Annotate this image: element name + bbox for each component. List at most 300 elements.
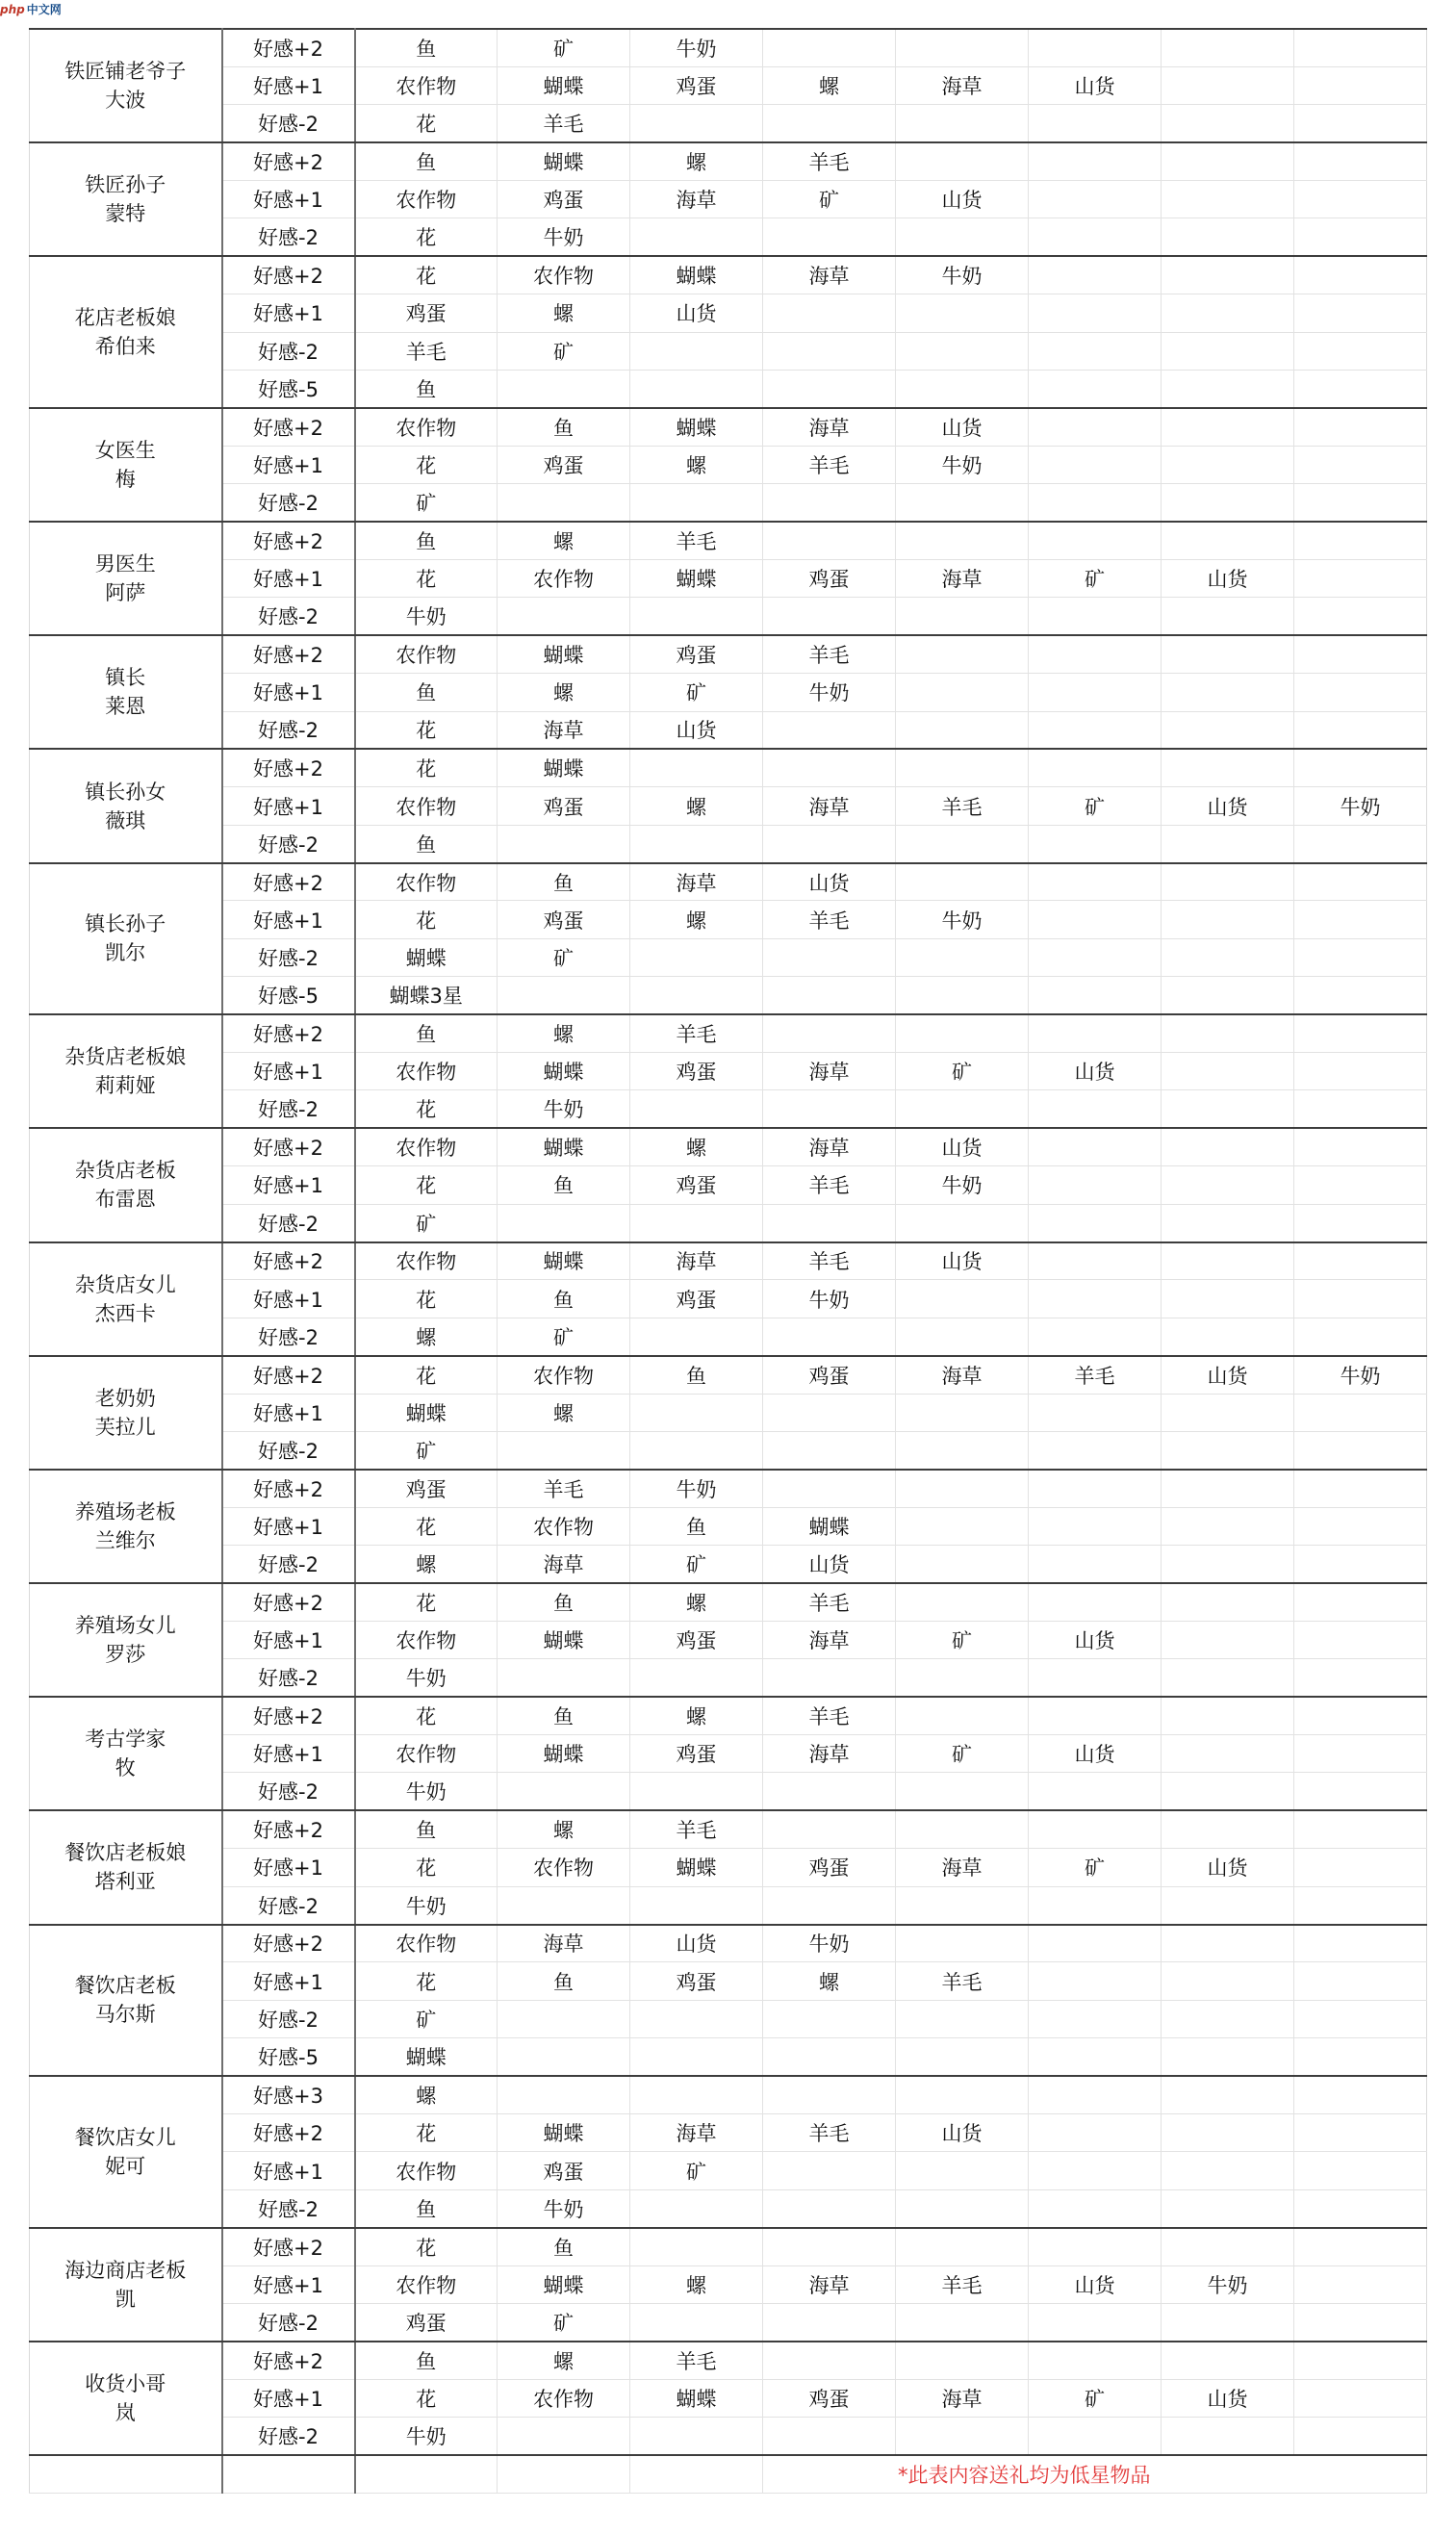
npc-name-cell bbox=[30, 1470, 222, 1583]
empty-cell bbox=[1029, 2113, 1162, 2151]
empty-cell bbox=[1029, 1128, 1162, 1165]
gift-cell: 羊毛 bbox=[763, 142, 896, 180]
empty-cell bbox=[498, 1886, 630, 1924]
gift-cell: 牛奶 bbox=[1294, 1356, 1427, 1394]
affection-level-cell: 好感+1 bbox=[222, 1507, 355, 1545]
empty-cell bbox=[1294, 711, 1427, 749]
gift-cell: 海草 bbox=[763, 1128, 896, 1165]
table-row bbox=[30, 1128, 1427, 1165]
npc-title: 杂货店老板 bbox=[74, 1159, 176, 1183]
gift-cell: 鱼 bbox=[630, 1356, 763, 1394]
gift-cell: 螺 bbox=[355, 2076, 498, 2113]
gift-cell: 农作物 bbox=[355, 66, 498, 104]
empty-cell bbox=[1162, 1204, 1294, 1241]
empty-cell bbox=[1294, 2152, 1427, 2189]
gift-cell: 花 bbox=[355, 105, 498, 142]
affection-level-cell: 好感+1 bbox=[222, 66, 355, 104]
npc-name-cell bbox=[30, 1810, 222, 1924]
table-row bbox=[30, 1962, 1427, 2000]
npc-name: 蒙特 bbox=[105, 202, 146, 226]
gift-cell: 农作物 bbox=[355, 635, 498, 673]
affection-level-cell: 好感+2 bbox=[222, 2342, 355, 2379]
npc-name-cell bbox=[30, 29, 222, 142]
empty-cell bbox=[1029, 674, 1162, 711]
affection-level-cell: 好感+2 bbox=[222, 1128, 355, 1165]
empty-cell bbox=[1294, 1621, 1427, 1658]
gift-cell: 蝴蝶 bbox=[498, 1621, 630, 1658]
affection-level-cell: 好感-2 bbox=[222, 218, 355, 256]
empty-cell bbox=[896, 977, 1029, 1014]
gift-cell: 牛奶 bbox=[355, 598, 498, 635]
table-row bbox=[30, 1431, 1427, 1469]
npc-name-cell bbox=[30, 749, 222, 862]
empty-cell bbox=[630, 938, 763, 976]
empty-cell bbox=[1162, 1431, 1294, 1469]
empty-cell bbox=[1294, 863, 1427, 901]
gift-cell: 鸡蛋 bbox=[630, 1166, 763, 1204]
empty-cell bbox=[1029, 1394, 1162, 1431]
empty-cell bbox=[763, 1431, 896, 1469]
logo-text: 中文网 bbox=[26, 3, 62, 16]
empty-cell bbox=[1162, 2038, 1294, 2076]
affection-level-cell: 好感-5 bbox=[222, 977, 355, 1014]
gift-cell: 羊毛 bbox=[630, 1810, 763, 1848]
gift-cell: 花 bbox=[355, 1280, 498, 1318]
npc-name-cell bbox=[30, 256, 222, 408]
empty-cell bbox=[1162, 1166, 1294, 1204]
table-row bbox=[30, 749, 1427, 786]
gift-cell: 农作物 bbox=[355, 1925, 498, 1962]
gift-cell: 鱼 bbox=[498, 2228, 630, 2265]
gift-cell: 牛奶 bbox=[355, 2418, 498, 2455]
empty-cell bbox=[1294, 2379, 1427, 2417]
empty-cell bbox=[630, 105, 763, 142]
npc-title: 餐饮店老板 bbox=[74, 1974, 176, 1998]
npc-name-cell bbox=[30, 2342, 222, 2455]
affection-level-cell: 好感+3 bbox=[222, 2076, 355, 2113]
empty-cell bbox=[1294, 635, 1427, 673]
table-row bbox=[30, 711, 1427, 749]
affection-level-cell: 好感+2 bbox=[222, 2228, 355, 2265]
npc-name: 凯 bbox=[115, 2287, 136, 2311]
npc-name: 梅 bbox=[115, 467, 136, 491]
gift-cell: 海草 bbox=[896, 2379, 1029, 2417]
gift-cell: 牛奶 bbox=[1162, 2265, 1294, 2303]
npc-name: 凯尔 bbox=[105, 941, 146, 965]
empty-cell bbox=[1029, 711, 1162, 749]
npc-name: 岚 bbox=[115, 2400, 136, 2424]
empty-cell bbox=[896, 371, 1029, 408]
empty-cell bbox=[1294, 29, 1427, 66]
gift-cell: 羊毛 bbox=[498, 1470, 630, 1507]
npc-name: 莉莉娅 bbox=[94, 1074, 156, 1098]
empty-cell bbox=[1162, 1053, 1294, 1090]
gift-cell: 农作物 bbox=[355, 1242, 498, 1280]
gift-cell: 山货 bbox=[1162, 787, 1294, 825]
empty-cell bbox=[1162, 2228, 1294, 2265]
empty-cell bbox=[763, 105, 896, 142]
gift-cell: 羊毛 bbox=[498, 105, 630, 142]
npc-title: 杂货店老板娘 bbox=[64, 1045, 187, 1069]
empty-cell bbox=[763, 598, 896, 635]
affection-level-cell: 好感-2 bbox=[222, 1546, 355, 1583]
gift-cell: 羊毛 bbox=[355, 332, 498, 370]
empty-cell bbox=[630, 1204, 763, 1241]
empty-cell bbox=[1294, 1507, 1427, 1545]
gift-cell: 农作物 bbox=[355, 1128, 498, 1165]
npc-title: 男医生 bbox=[94, 552, 156, 576]
gift-cell: 鸡蛋 bbox=[763, 1849, 896, 1886]
empty-cell bbox=[1294, 977, 1427, 1014]
empty-cell bbox=[498, 977, 630, 1014]
gift-cell: 花 bbox=[355, 1962, 498, 2000]
npc-name: 希伯来 bbox=[94, 335, 156, 359]
empty-cell bbox=[1029, 1318, 1162, 1355]
empty-cell bbox=[630, 2228, 763, 2265]
empty-cell bbox=[896, 635, 1029, 673]
empty-cell bbox=[896, 711, 1029, 749]
gift-cell: 矿 bbox=[763, 181, 896, 218]
empty-cell bbox=[498, 1431, 630, 1469]
gift-cell: 鱼 bbox=[355, 674, 498, 711]
empty-cell bbox=[1029, 1697, 1162, 1734]
gift-cell: 矿 bbox=[1029, 559, 1162, 597]
affection-level-cell: 好感+1 bbox=[222, 2379, 355, 2417]
affection-level-cell: 好感-2 bbox=[222, 1659, 355, 1697]
npc-name-cell bbox=[30, 1697, 222, 1810]
gift-cell: 鸡蛋 bbox=[763, 2379, 896, 2417]
gift-cell: 花 bbox=[355, 218, 498, 256]
empty-cell bbox=[1029, 371, 1162, 408]
affection-level-cell: 好感+1 bbox=[222, 294, 355, 332]
gift-cell: 矿 bbox=[630, 674, 763, 711]
table-row bbox=[30, 446, 1427, 483]
empty-cell bbox=[1029, 1204, 1162, 1241]
table-row bbox=[30, 2113, 1427, 2151]
gift-cell: 海草 bbox=[630, 1242, 763, 1280]
affection-level-cell: 好感+2 bbox=[222, 1697, 355, 1734]
gift-cell: 海草 bbox=[763, 1735, 896, 1773]
gift-cell: 山货 bbox=[1162, 1356, 1294, 1394]
empty-cell bbox=[1162, 2113, 1294, 2151]
empty-cell bbox=[630, 2455, 763, 2494]
empty-cell bbox=[1294, 1925, 1427, 1962]
empty-cell bbox=[896, 749, 1029, 786]
gift-cell: 矿 bbox=[498, 938, 630, 976]
gift-cell: 蝴蝶3星 bbox=[355, 977, 498, 1014]
empty-cell bbox=[1294, 2038, 1427, 2076]
gift-cell: 农作物 bbox=[355, 408, 498, 446]
empty-cell bbox=[1162, 105, 1294, 142]
empty-cell bbox=[1162, 1659, 1294, 1697]
empty-cell bbox=[1162, 1773, 1294, 1810]
table-row bbox=[30, 181, 1427, 218]
empty-cell bbox=[1294, 938, 1427, 976]
empty-cell bbox=[1162, 1280, 1294, 1318]
empty-cell bbox=[1162, 1242, 1294, 1280]
affection-level-cell: 好感-5 bbox=[222, 371, 355, 408]
empty-cell bbox=[1294, 1280, 1427, 1318]
affection-level-cell: 好感+2 bbox=[222, 29, 355, 66]
gift-cell: 牛奶 bbox=[355, 1659, 498, 1697]
gift-cell: 羊毛 bbox=[896, 787, 1029, 825]
table-row bbox=[30, 2342, 1427, 2379]
empty-cell bbox=[896, 2303, 1029, 2341]
npc-name-cell bbox=[30, 1583, 222, 1697]
gift-cell: 羊毛 bbox=[763, 1697, 896, 1734]
table-row bbox=[30, 1204, 1427, 1241]
gift-cell: 蝴蝶 bbox=[498, 66, 630, 104]
affection-level-cell: 好感+1 bbox=[222, 446, 355, 483]
empty-cell bbox=[896, 29, 1029, 66]
empty-cell bbox=[896, 294, 1029, 332]
footnote-text: *此表内容送礼均为低星物品 bbox=[763, 2455, 1427, 2494]
affection-level-cell: 好感+2 bbox=[222, 1014, 355, 1052]
empty-cell bbox=[1294, 1014, 1427, 1052]
empty-cell bbox=[1162, 256, 1294, 294]
empty-cell bbox=[763, 2418, 896, 2455]
gift-cell: 鸡蛋 bbox=[630, 1735, 763, 1773]
gift-cell: 蝴蝶 bbox=[355, 938, 498, 976]
npc-name: 莱恩 bbox=[105, 695, 146, 719]
empty-cell bbox=[763, 825, 896, 862]
empty-cell bbox=[763, 2038, 896, 2076]
table-row bbox=[30, 2228, 1427, 2265]
gift-cell: 羊毛 bbox=[896, 2265, 1029, 2303]
empty-cell bbox=[1162, 66, 1294, 104]
empty-cell bbox=[630, 1431, 763, 1469]
gift-cell: 鸡蛋 bbox=[355, 1470, 498, 1507]
empty-cell bbox=[1162, 1621, 1294, 1658]
empty-cell bbox=[630, 1773, 763, 1810]
npc-name-cell bbox=[30, 1356, 222, 1470]
empty-cell bbox=[1162, 2303, 1294, 2341]
empty-cell bbox=[896, 2152, 1029, 2189]
site-logo bbox=[0, 0, 62, 19]
gift-cell: 蝴蝶 bbox=[498, 749, 630, 786]
affection-level-cell: 好感-2 bbox=[222, 105, 355, 142]
empty-cell bbox=[1294, 2265, 1427, 2303]
npc-name: 阿萨 bbox=[105, 581, 146, 605]
gift-cell: 鱼 bbox=[355, 825, 498, 862]
gift-cell: 山货 bbox=[1162, 1849, 1294, 1886]
empty-cell bbox=[1029, 29, 1162, 66]
gift-cell: 花 bbox=[355, 2379, 498, 2417]
empty-cell bbox=[1029, 598, 1162, 635]
affection-level-cell: 好感-2 bbox=[222, 938, 355, 976]
gift-cell: 山货 bbox=[630, 711, 763, 749]
gift-cell: 蝴蝶 bbox=[630, 2379, 763, 2417]
gift-cell: 花 bbox=[355, 1583, 498, 1621]
empty-cell bbox=[896, 1014, 1029, 1052]
gift-cell: 蝴蝶 bbox=[630, 256, 763, 294]
npc-title: 铁匠铺老爷子 bbox=[64, 60, 187, 84]
empty-cell bbox=[1029, 294, 1162, 332]
empty-cell bbox=[896, 1697, 1029, 1734]
gift-cell: 鱼 bbox=[498, 863, 630, 901]
empty-cell bbox=[1294, 1735, 1427, 1773]
empty-cell bbox=[1294, 408, 1427, 446]
empty-cell bbox=[763, 1810, 896, 1848]
empty-cell bbox=[1294, 2303, 1427, 2341]
gift-cell: 矿 bbox=[355, 2000, 498, 2037]
affection-level-cell: 好感+1 bbox=[222, 559, 355, 597]
gift-cell: 羊毛 bbox=[763, 1242, 896, 1280]
table-row bbox=[30, 1166, 1427, 1204]
empty-cell bbox=[1029, 1962, 1162, 2000]
empty-cell bbox=[1029, 901, 1162, 938]
gift-cell: 蝴蝶 bbox=[630, 1849, 763, 1886]
empty-cell bbox=[1162, 371, 1294, 408]
gift-cell: 蝴蝶 bbox=[498, 635, 630, 673]
gift-cell: 海草 bbox=[763, 1053, 896, 1090]
npc-name: 薇琪 bbox=[105, 808, 146, 832]
empty-cell bbox=[1162, 825, 1294, 862]
gift-cell: 海草 bbox=[896, 1849, 1029, 1886]
empty-cell bbox=[1162, 2076, 1294, 2113]
empty-cell bbox=[1029, 749, 1162, 786]
table-row bbox=[30, 2076, 1427, 2113]
empty-cell bbox=[763, 2076, 896, 2113]
empty-cell bbox=[1294, 294, 1427, 332]
empty-cell bbox=[1162, 29, 1294, 66]
affection-level-cell: 好感+2 bbox=[222, 522, 355, 559]
gift-cell: 山货 bbox=[896, 2113, 1029, 2151]
empty-cell bbox=[1294, 1431, 1427, 1469]
gift-cell: 螺 bbox=[630, 1583, 763, 1621]
gift-cell: 农作物 bbox=[355, 2152, 498, 2189]
gift-cell: 山货 bbox=[1029, 2265, 1162, 2303]
empty-cell bbox=[630, 484, 763, 522]
npc-title: 镇长孙子 bbox=[85, 912, 166, 936]
empty-cell bbox=[630, 825, 763, 862]
empty-cell bbox=[630, 2000, 763, 2037]
empty-cell bbox=[1029, 2000, 1162, 2037]
empty-cell bbox=[1162, 1697, 1294, 1734]
gift-cell: 螺 bbox=[763, 1962, 896, 2000]
empty-cell bbox=[1294, 1242, 1427, 1280]
empty-cell bbox=[1162, 1925, 1294, 1962]
empty-cell bbox=[1029, 1431, 1162, 1469]
gift-cell: 螺 bbox=[498, 2342, 630, 2379]
affection-level-cell: 好感+1 bbox=[222, 181, 355, 218]
empty-cell bbox=[498, 1659, 630, 1697]
gift-preference-table bbox=[29, 28, 1427, 2494]
gift-cell: 海草 bbox=[896, 66, 1029, 104]
affection-level-cell: 好感-2 bbox=[222, 2189, 355, 2227]
empty-cell bbox=[1294, 901, 1427, 938]
empty-cell bbox=[1294, 2342, 1427, 2379]
gift-cell: 海草 bbox=[498, 1546, 630, 1583]
empty-cell bbox=[763, 371, 896, 408]
empty-cell bbox=[1029, 446, 1162, 483]
gift-cell: 鱼 bbox=[498, 1583, 630, 1621]
gift-cell: 羊毛 bbox=[630, 522, 763, 559]
gift-cell: 农作物 bbox=[498, 1507, 630, 1545]
gift-cell: 山货 bbox=[763, 1546, 896, 1583]
table-row bbox=[30, 938, 1427, 976]
gift-cell: 鱼 bbox=[355, 142, 498, 180]
affection-level-cell: 好感+1 bbox=[222, 1280, 355, 1318]
empty-cell bbox=[896, 105, 1029, 142]
table-row bbox=[30, 1394, 1427, 1431]
table-row bbox=[30, 1546, 1427, 1583]
empty-cell bbox=[1162, 863, 1294, 901]
gift-cell: 矿 bbox=[896, 1621, 1029, 1658]
empty-cell bbox=[1294, 1546, 1427, 1583]
npc-name-cell bbox=[30, 1242, 222, 1356]
empty-cell bbox=[1162, 408, 1294, 446]
gift-cell: 蝴蝶 bbox=[355, 2038, 498, 2076]
affection-level-cell: 好感+1 bbox=[222, 1735, 355, 1773]
gift-cell: 羊毛 bbox=[763, 1166, 896, 1204]
table-row bbox=[30, 522, 1427, 559]
empty-cell bbox=[1029, 332, 1162, 370]
empty-cell bbox=[1029, 1470, 1162, 1507]
table-row bbox=[30, 1925, 1427, 1962]
table-row bbox=[30, 1773, 1427, 1810]
gift-cell: 农作物 bbox=[498, 256, 630, 294]
empty-cell bbox=[763, 1773, 896, 1810]
affection-level-cell: 好感-2 bbox=[222, 1773, 355, 1810]
gift-cell: 矿 bbox=[630, 1546, 763, 1583]
empty-cell bbox=[1162, 977, 1294, 1014]
empty-cell bbox=[630, 749, 763, 786]
npc-title: 餐饮店老板娘 bbox=[64, 1841, 187, 1865]
table-row bbox=[30, 1735, 1427, 1773]
empty-cell bbox=[896, 1583, 1029, 1621]
empty-cell bbox=[1294, 598, 1427, 635]
empty-cell bbox=[896, 1204, 1029, 1241]
gift-cell: 螺 bbox=[630, 787, 763, 825]
gift-cell: 山货 bbox=[1162, 2379, 1294, 2417]
empty-cell bbox=[763, 2000, 896, 2037]
empty-cell bbox=[1294, 446, 1427, 483]
table-row bbox=[30, 294, 1427, 332]
gift-cell: 农作物 bbox=[498, 559, 630, 597]
table-row bbox=[30, 977, 1427, 1014]
gift-cell: 鸡蛋 bbox=[630, 66, 763, 104]
gift-cell: 矿 bbox=[498, 1318, 630, 1355]
empty-cell bbox=[763, 218, 896, 256]
empty-cell bbox=[630, 1394, 763, 1431]
npc-name: 妮可 bbox=[105, 2154, 146, 2178]
table-row bbox=[30, 1470, 1427, 1507]
npc-title: 杂货店女儿 bbox=[74, 1272, 176, 1296]
empty-cell bbox=[763, 484, 896, 522]
gift-cell: 鸡蛋 bbox=[498, 787, 630, 825]
empty-cell bbox=[1029, 522, 1162, 559]
empty-cell bbox=[1294, 749, 1427, 786]
npc-name: 芙拉儿 bbox=[94, 1415, 156, 1439]
table-row bbox=[30, 2265, 1427, 2303]
gift-cell: 鱼 bbox=[630, 1507, 763, 1545]
gift-cell: 螺 bbox=[763, 66, 896, 104]
empty-cell bbox=[1029, 1583, 1162, 1621]
empty-cell bbox=[1294, 1128, 1427, 1165]
affection-level-cell: 好感+1 bbox=[222, 1394, 355, 1431]
gift-cell: 蝴蝶 bbox=[498, 142, 630, 180]
gift-cell: 牛奶 bbox=[630, 29, 763, 66]
affection-level-cell: 好感+1 bbox=[222, 1849, 355, 1886]
npc-title: 餐饮店女儿 bbox=[74, 2125, 176, 2149]
empty-cell bbox=[763, 294, 896, 332]
table-row bbox=[30, 1886, 1427, 1924]
npc-title: 铁匠孙子 bbox=[85, 173, 166, 197]
empty-cell bbox=[1294, 1886, 1427, 1924]
npc-name: 罗莎 bbox=[105, 1643, 146, 1667]
empty-cell bbox=[896, 2342, 1029, 2379]
